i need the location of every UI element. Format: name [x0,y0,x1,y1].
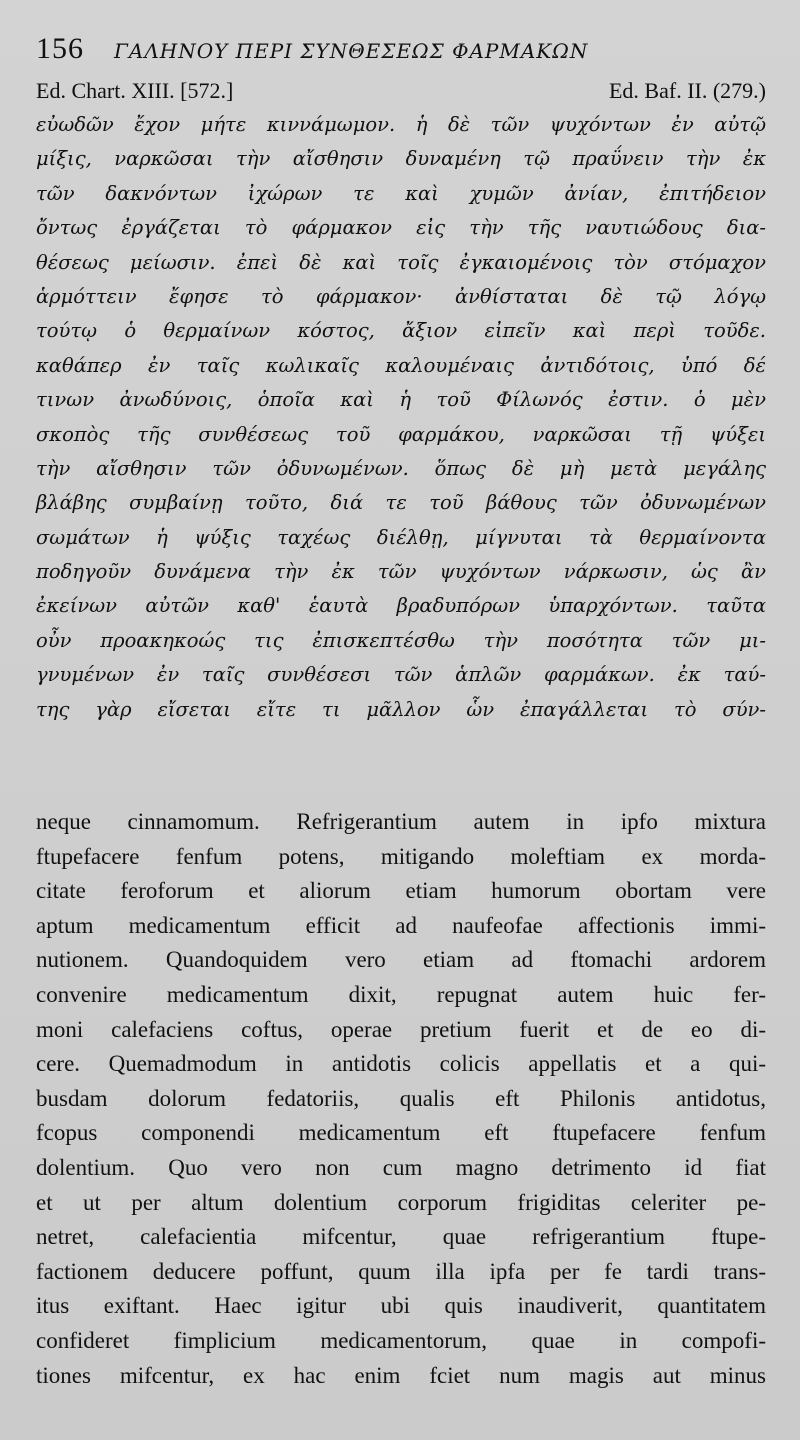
latin-line: aptum medicamentum efficit ad naufeofae affectionis immi- [36,912,766,938]
greek-line: καθάπερ ἐν ταῖς κωλικαῖς καλουμέναις ἀντιδότοις, ὑπό δέ [36,353,766,377]
latin-line: citate feroforum et aliorum etiam humorum obortam vere [36,878,766,904]
greek-line: σωμάτων ἡ ψύξις ταχέως διέλθῃ, μίγνυται τὰ θερμαίνοντα [36,525,766,549]
latin-line: moni calefaciens coftus, operae pretium fuerit et de eo di- [36,1016,766,1042]
latin-line: neque cinnamomum. Refrigerantium autem in ipfo mixtura [36,809,766,834]
greek-line: τῶν δακνόντων ἰχώρων τε καὶ χυμῶν ἀνίαν, ἐπιτήδειον [36,181,766,205]
latin-line: confideret fimplicium medicamentorum, quae in compofi- [36,1327,766,1353]
greek-line: τινων ἀνωδύνοις, ὁποῖα καὶ ἡ τοῦ Φίλωνός ἐστιν. ὁ μὲν [36,388,766,412]
latin-line: dolentium. Quo vero non cum magno detrimento id fiat [36,1154,766,1180]
greek-line: βλάβης συμβαίνῃ τοῦτο, διά τε τοῦ βάθους τῶν ὀδυνωμένων [36,491,766,515]
latin-line: fcopus componendi medicamentum eft ftupefacere fenfum [36,1120,766,1146]
latin-line: tiones mifcentur, ex hac enim fciet num magis aut minus [36,1362,766,1388]
latin-line: ftupefacere fenfum potens, mitigando moleftiam ex morda- [36,843,766,869]
latin-text-block [36,805,766,1393]
latin-line: netret, calefacientia mifcentur, quae refrigerantium ftupe- [36,1224,766,1250]
latin-line: factionem deducere poffunt, quum illa ipfa per fe tardi trans- [36,1258,766,1284]
latin-line: cere. Quemadmodum in antidotis colicis appellatis et a qui- [36,1051,766,1077]
latin-line: busdam dolorum fedatoriis, qualis eft Philonis antidotus, [36,1085,766,1111]
greek-line: γνυμένων ἐν ταῖς συνθέσεσι τῶν ἁπλῶν φαρμάκων. ἐκ ταύ- [36,663,766,687]
greek-line: της γὰρ εἴσεται εἴτε τι μᾶλλον ὧν ἐπαγάλλεται τὸ σύν- [36,697,766,721]
greek-line: τούτῳ ὁ θερμαίνων κόστος, ἄξιον εἰπεῖν καὶ περὶ τοῦδε. [36,319,766,343]
latin-line: itus exiftant. Haec igitur ubi quis inaudiverit, quantitatem [36,1293,766,1319]
greek-text-block [36,108,766,727]
greek-line: οὖν προακηκοώς τις ἐπισκεπτέσθω τὴν ποσότητα τῶν μι- [36,628,766,652]
edition-reference-line [36,78,766,106]
greek-line: σκοπὸς τῆς συνθέσεως τοῦ φαρμάκου, ναρκῶσαι τῇ ψύξει [36,422,766,446]
edition-left-reference: Ed. Chart. XIII. [572.] [36,78,234,103]
edition-right-reference: Ed. Baf. II. (279.) [608,78,766,103]
latin-line: nutionem. Quandoquidem vero etiam ad ftomachi ardorem [36,947,766,973]
greek-line: ὄντως ἐργάζεται τὸ φάρμακον εἰς τὴν τῆς ναυτιώδους δια- [36,216,766,240]
greek-line: τὴν αἴσθησιν τῶν ὀδυνωμένων. ὅπως δὲ μὴ μετὰ μεγάλης [36,456,766,480]
greek-line: ἐκείνων αὐτῶν καθ' ἑαυτὰ βραδυπόρων ὑπαρχόντων. ταῦτα [36,594,766,618]
greek-line: εὐωδῶν ἔχον μήτε κιννάμωμον. ἡ δὲ τῶν ψυχόντων ἐν αὐτῷ [36,113,766,136]
greek-line: ἁρμόττειν ἔφησε τὸ φάρμακον· ἀνθίσταται δὲ τῷ λόγῳ [36,284,766,308]
page-number: 156 [36,32,84,65]
page-header [36,32,766,68]
running-title: ΓΑΛΗΝΟΥ ΠΕΡΙ ΣΥΝΘΕΣΕΩΣ ΦΑΡΜΑΚΩΝ [114,39,589,63]
greek-line: μίξις, ναρκῶσαι τὴν αἴσθησιν δυναμένη τῷ πραΰνειν τὴν ἐκ [36,147,766,171]
greek-line: ποδηγοῦν δυνάμενα τὴν ἐκ τῶν ψυχόντων νάρκωσιν, ὡς ἂν [36,560,766,584]
latin-line: et ut per altum dolentium corporum frigiditas celeriter pe- [36,1189,766,1215]
latin-line: convenire medicamentum dixit, repugnat autem huic fer- [36,981,766,1007]
greek-line: θέσεως μείωσιν. ἐπεὶ δὲ καὶ τοῖς ἐγκαιομένοις τὸν στόμαχον [36,250,766,274]
